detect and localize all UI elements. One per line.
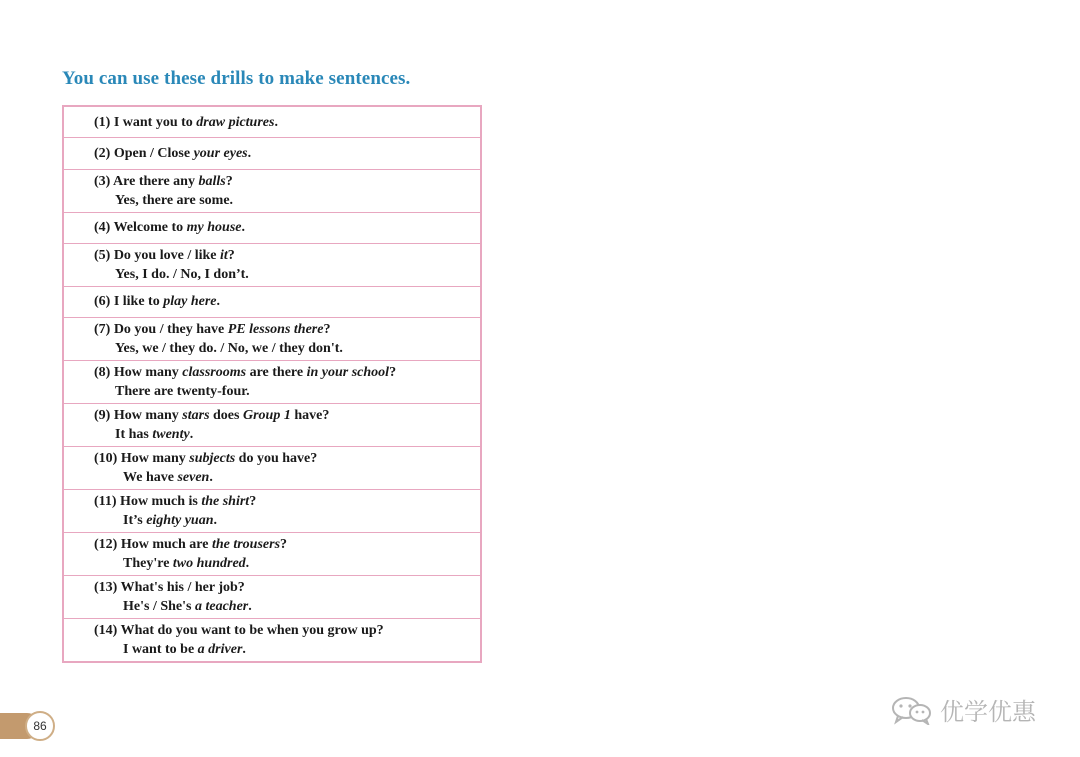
drill-variable-text: a driver	[197, 642, 243, 657]
drill-text: I want to be	[123, 642, 198, 657]
drill-row	[64, 138, 480, 169]
drill-text: (12) How much are	[94, 537, 212, 552]
drill-text: have?	[290, 408, 330, 423]
drill-row	[64, 107, 480, 138]
drill-variable-text: the shirt	[201, 494, 250, 509]
drill-question	[94, 144, 480, 163]
drill-question	[94, 292, 480, 311]
drill-answer	[94, 339, 480, 358]
drill-text: (5) Do you love / like	[94, 247, 220, 263]
drill-variable-text: in your school	[306, 365, 390, 380]
drill-variable-text: a teacher	[194, 599, 249, 614]
drill-row	[64, 619, 480, 661]
drill-variable-text: two hundred	[172, 556, 246, 571]
watermark-text: 优学优惠	[940, 698, 1036, 726]
drill-text: .	[248, 599, 252, 614]
drill-variable-text: stars	[182, 408, 210, 423]
drill-question	[94, 113, 480, 132]
drill-answer	[94, 191, 480, 210]
page-number: 86	[25, 711, 55, 741]
drill-variable-text: your eyes	[193, 145, 248, 161]
drill-text: ?	[249, 494, 257, 509]
drill-text: It has	[115, 427, 153, 442]
drill-text: .	[241, 220, 245, 236]
drill-answer	[94, 597, 480, 616]
drill-question	[94, 449, 480, 468]
drill-text: (6) I like to	[94, 294, 164, 310]
drill-question	[94, 363, 480, 382]
drill-row	[64, 576, 480, 619]
drill-text: ?	[225, 173, 233, 189]
drill-row	[64, 404, 480, 447]
drill-question	[94, 218, 480, 237]
drill-text: .	[242, 642, 246, 657]
drill-text: .	[189, 427, 194, 442]
drill-variable-text: my house	[186, 220, 242, 236]
drill-variable-text: draw pictures	[196, 114, 275, 130]
drill-row	[64, 287, 480, 318]
drill-text: are there	[246, 365, 307, 380]
drill-variable-text: the trousers	[211, 537, 281, 552]
drill-text: .	[216, 294, 220, 310]
drill-answer	[94, 265, 480, 284]
drill-text: ?	[323, 322, 331, 337]
drill-row	[64, 447, 480, 490]
drill-row	[64, 170, 480, 213]
drill-text: There are twenty-four.	[115, 384, 250, 399]
wechat-icon	[890, 695, 934, 725]
drill-question	[94, 246, 480, 265]
drill-question	[94, 320, 480, 339]
drill-text: .	[274, 114, 278, 130]
drill-text: (3) Are there any	[94, 173, 199, 189]
page-title: You can use these drills to make sentences.	[62, 68, 411, 89]
drill-text: (1) I want you to	[94, 114, 197, 130]
drill-question	[94, 406, 480, 425]
drill-table	[62, 105, 482, 663]
drill-variable-text: play here	[163, 294, 217, 310]
drill-variable-text: classrooms	[182, 365, 247, 380]
drill-text: .	[209, 470, 213, 485]
drill-text: (7) Do you / they have	[94, 322, 228, 337]
drill-text: Yes, there are some.	[115, 192, 234, 208]
drill-question	[94, 172, 480, 191]
watermark	[890, 692, 1036, 727]
drill-row	[64, 244, 480, 287]
drill-variable-text: PE lessons there	[227, 322, 324, 337]
drill-variable-text: balls	[198, 173, 226, 189]
drill-text: (13) What's his / her job?	[94, 580, 245, 595]
drill-answer	[94, 554, 480, 573]
drill-text: (4) Welcome to	[94, 220, 187, 236]
drill-text: does	[209, 408, 243, 423]
drill-question	[94, 621, 480, 640]
drill-text: .	[247, 145, 252, 161]
drill-text: He's / She's	[123, 599, 195, 614]
drill-text: Yes, I do. / No, I don’t.	[115, 266, 249, 282]
drill-text: ?	[227, 247, 235, 263]
drill-question	[94, 535, 480, 554]
drill-text: (2) Open / Close	[94, 145, 194, 161]
drill-variable-text: Group 1	[242, 408, 291, 423]
drill-text: Yes, we / they do. / No, we / they don't.	[115, 341, 343, 356]
drill-answer	[94, 640, 480, 659]
drill-text: (8) How many	[94, 365, 183, 380]
drill-variable-text: seven	[177, 470, 210, 485]
drill-answer	[94, 425, 480, 444]
drill-question	[94, 578, 480, 597]
drill-text: It’s	[123, 513, 147, 528]
drill-text: ?	[280, 537, 288, 552]
drill-variable-text: eighty yuan	[146, 513, 214, 528]
drill-row	[64, 533, 480, 576]
drill-text: We have	[123, 470, 178, 485]
drill-text: .	[245, 556, 250, 571]
drill-variable-text: twenty	[152, 427, 190, 442]
drill-answer	[94, 468, 480, 487]
drill-text: ?	[389, 365, 397, 380]
drill-variable-text: it	[220, 247, 228, 263]
drill-question	[94, 492, 480, 511]
drill-row	[64, 490, 480, 533]
drill-text: (9) How many	[94, 408, 183, 423]
drill-text: (14) What do you want to be when you grow up?	[94, 623, 384, 638]
drill-answer	[94, 511, 480, 530]
drill-row	[64, 213, 480, 244]
drill-text: do you have?	[235, 451, 318, 466]
drill-answer	[94, 382, 480, 401]
drill-text: They're	[123, 556, 173, 571]
drill-text: (10) How many	[94, 451, 190, 466]
drill-row	[64, 318, 480, 361]
drill-text: (11) How much is	[94, 494, 202, 509]
drill-row	[64, 361, 480, 404]
drill-variable-text: subjects	[189, 451, 236, 466]
drill-text: .	[213, 513, 217, 528]
